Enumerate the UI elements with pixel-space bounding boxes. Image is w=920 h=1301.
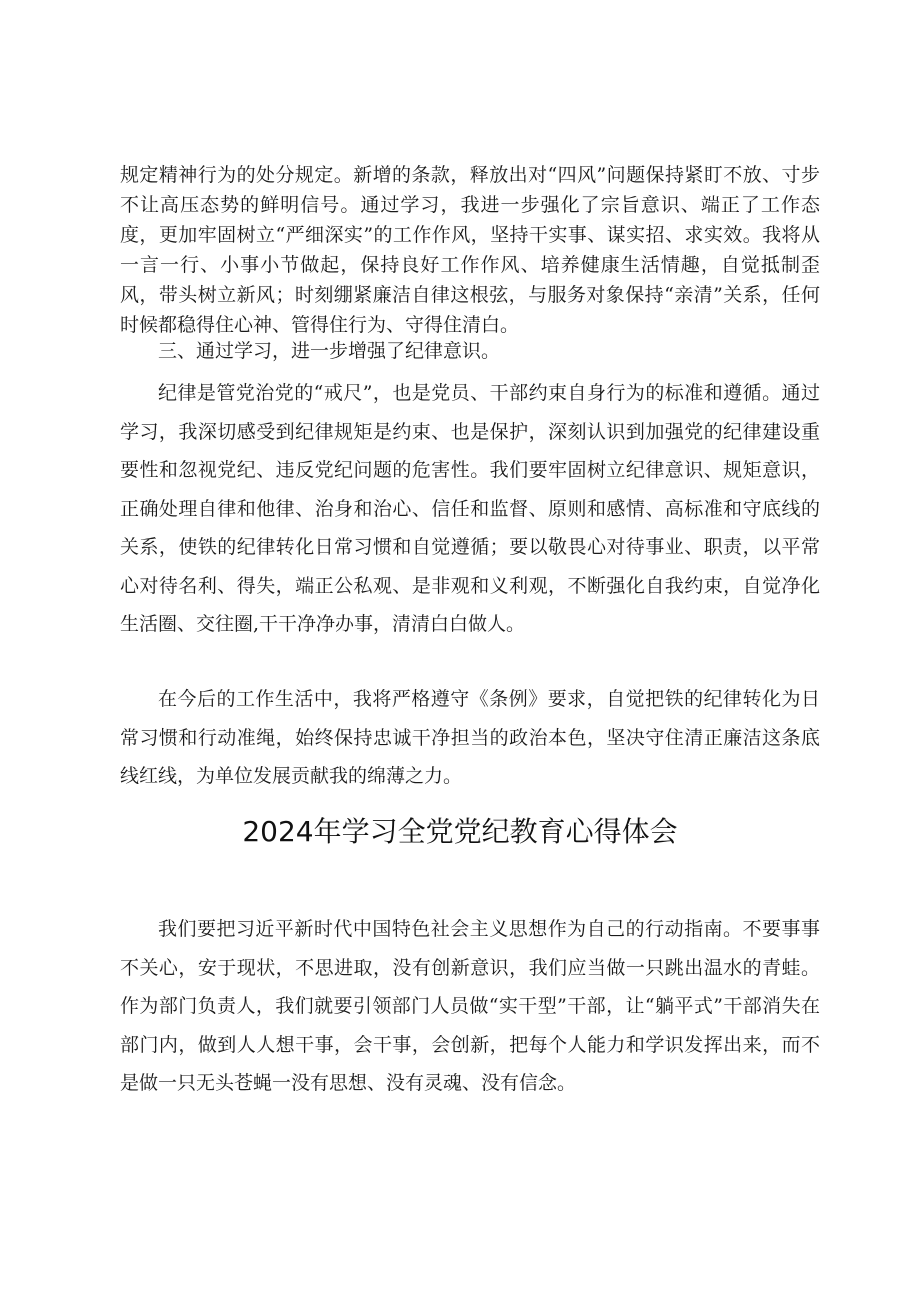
paragraph-discipline: 纪律是管党治党的“戒尺”，也是党员、干部约束自身行为的标准和遵循。通过学习，我深切感受到纪律规矩是约束、也是保护，深刻认识到加强党的纪律建设重要性和忽视党纪、违反党纪问题的危害性。我们要牢固树立纪律意识、规矩意识，正确处理自律和他律、治身和治心、信任和监督、原则和感情、高标准和守底线的关系，使铁的纪律转化日常习惯和自觉遵循；要以敬畏心对待事业、职责，以平常心对待名利、得失，端正公私观、是非观和义利观，不断强化自我约束，自觉净化生活圈、交往圈,干干净净办事，清清白白做人。 [120, 382, 820, 635]
section-heading: 三、通过学习，进一步增强了纪律意识。 [158, 340, 501, 362]
document-title: 2024年学习全党党纪教育心得体会 [242, 815, 678, 848]
paragraph-continuation: 规定精神行为的处分规定。新增的条款，释放出对“四风”问题保持紧盯不放、寸步不让高压态势的鲜明信号。通过学习，我进一步强化了宗旨意识、端正了工作态度，更加牢固树立“严细深实”的工作作风，坚持干实事、谋实招、求实效。我将从一言一行、小事小节做起，保持良好工作作风、培养健康生活情趣，自觉抵制歪风，带头树立新风；时刻绷紧廉洁自律这根弦，与服务对象保持“亲清”关系，任何时候都稳得住心神、管得住行为、守得住清白。 [120, 164, 820, 336]
paragraph-second-article: 我们要把习近平新时代中国特色社会主义思想作为自己的行动指南。不要事事不关心，安于现状，不思进取，没有创新意识，我们应当做一只跳出温水的青蛙。作为部门负责人，我们就要引领部门人员做“实干型”干部，让“躺平式”干部消失在部门内，做到人人想干事，会干事，会创新，把每个人能力和学识发挥出来，而不是做一只无头苍蝇一没有思想、没有灵魂、没有信念。 [120, 918, 820, 1094]
paragraph-closing: 在今后的工作生活中，我将严格遵守《条例》要求，自觉把铁的纪律转化为日常习惯和行动准绳，始终保持忠诚干净担当的政治本色，坚决守住清正廉洁这条底线红线，为单位发展贡献我的绵薄之力。 [120, 688, 820, 787]
